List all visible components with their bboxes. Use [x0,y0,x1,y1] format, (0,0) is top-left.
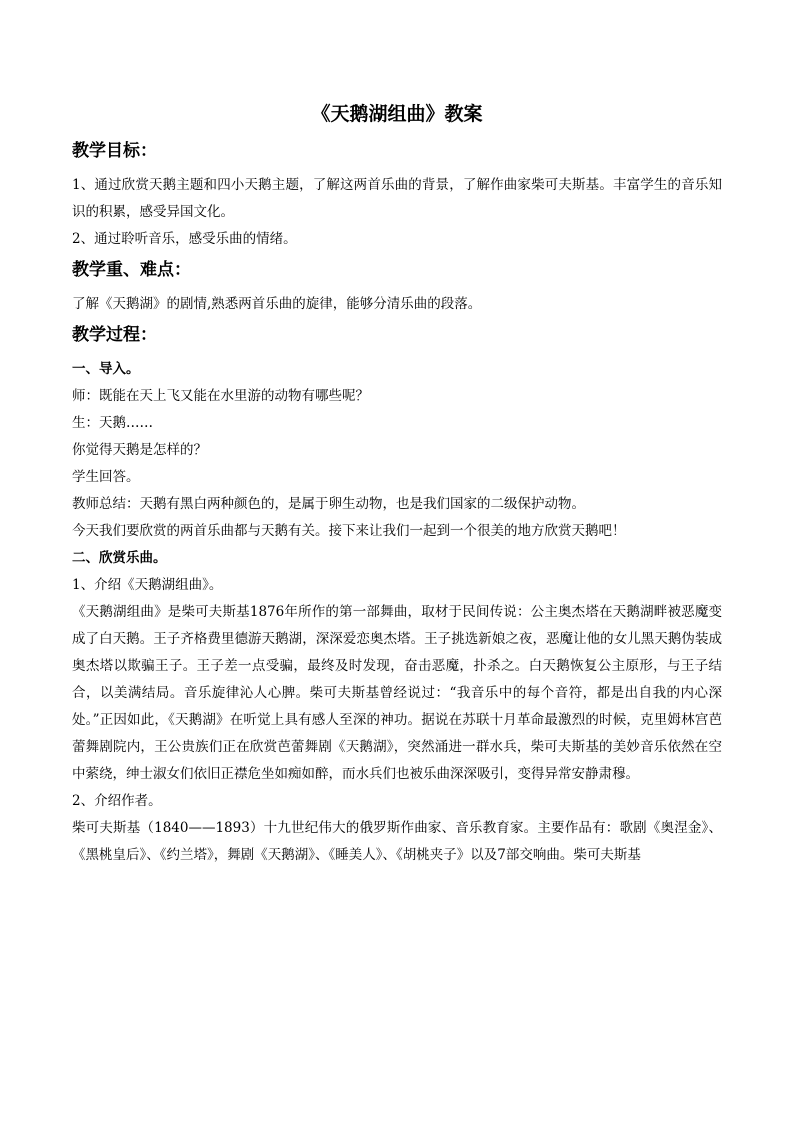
document-title: 《天鹅湖组曲》教案 [311,103,483,125]
intro-line-4: 学生回答。 [72,469,140,485]
intro-line-1: 师：既能在天上飞又能在水里游的动物有哪些呢？ [72,388,369,404]
intro-line-3: 你觉得天鹅是怎样的？ [72,442,207,458]
appreciate-sub-2: 2、介绍作者。 [72,793,162,809]
appreciate-heading: 二、欣赏乐曲。 [72,550,167,566]
intro-heading: 一、导入。 [72,361,140,377]
goal-item-1: 1、通过欣赏天鹅主题和四小天鹅主题，了解这两首乐曲的背景，了解作曲家柴可夫斯基。丰富学生的音乐知识的积累，感受异国文化。 [72,177,722,220]
document-page [72,100,722,869]
appreciate-paragraph-2: 柴可夫斯基（1840——1893）十九世纪伟大的俄罗斯作曲家、音乐教育家。主要作品有：歌剧《奥涅金》、《黑桃皇后》、《约兰塔》，舞剧《天鹅湖》、《睡美人》、《胡桃夹子》以及7部交响曲。柴可夫斯基 [72,820,722,863]
key-points-text: 了解《天鹅湖》的剧情,熟悉两首乐曲的旋律，能够分清乐曲的段落。 [72,296,482,312]
intro-line-2: 生：天鹅…… [72,415,153,431]
process-heading: 教学过程： [72,325,157,345]
appreciate-paragraph-1: 《天鹅湖组曲》是柴可夫斯基1876年所作的第一部舞曲，取材于民间传说：公主奥杰塔在天鹅湖畔被恶魔变成了白天鹅。王子齐格费里德游天鹅湖，深深爱恋奥杰塔。王子挑选新娘之夜，恶魔让他的女儿黑天鹅伪装成奥杰塔以欺骗王子。王子差一点受骗，最终及时发现，奋击恶魔，扑杀之。白天鹅恢复公主原形，与王子结合，以美满结局。音乐旋律沁人心脾。柴可夫斯基曾经说过：“我音乐中的每个音符，都是出自我的内心深处。”正因如此，《天鹅湖》在听觉上具有感人至深的神功。据说在苏联十月革命最激烈的时候，克里姆林宫芭蕾舞剧院内，王公贵族们正在欣赏芭蕾舞剧《天鹅湖》，突然涌进一群水兵，柴可夫斯基的美妙音乐依然在空中萦绕，绅士淑女们依旧正襟危坐如痴如醉，而水兵们也被乐曲深深吸引，变得异常安静肃穆。 [72,604,722,782]
appreciate-sub-1: 1、介绍《天鹅湖组曲》。 [72,577,223,593]
key-points-heading: 教学重、难点： [72,260,191,280]
intro-line-6: 今天我们要欣赏的两首乐曲都与天鹅有关。接下来让我们一起到一个很美的地方欣赏天鹅吧！ [72,523,626,539]
goal-item-2: 2、通过聆听音乐，感受乐曲的情绪。 [72,231,297,247]
goals-heading: 教学目标： [72,141,157,161]
intro-line-5: 教师总结：天鹅有黑白两种颜色的，是属于卵生动物，也是我们国家的二级保护动物。 [72,496,585,512]
